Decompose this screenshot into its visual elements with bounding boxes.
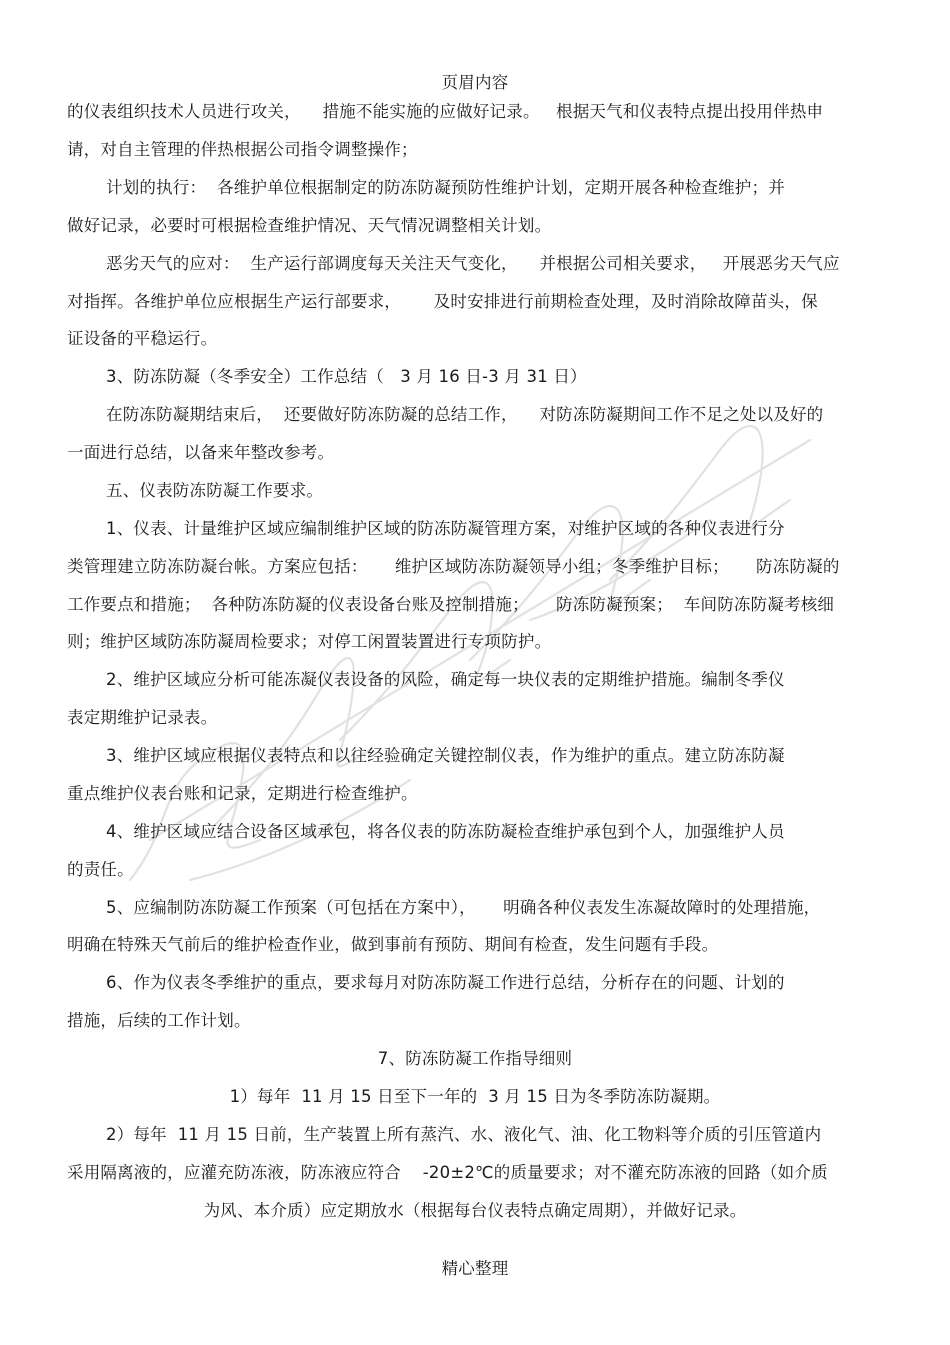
- text-line: 2、维护区域应分析可能冻凝仪表设备的风险，确定每一块仪表的定期维护措施。编制冬季仪: [106, 670, 785, 689]
- text-line: 1、仪表、计量维护区域应编制维护区域的防冻防凝管理方案，对维护区域的各种仪表进行分: [106, 519, 785, 538]
- text-line: 1）每年 11 月 15 日至下一年的 3 月 15 日为冬季防冻防凝期。: [229, 1087, 721, 1106]
- text-line: 3、维护区域应根据仪表特点和以往经验确定关键控制仪表，作为维护的重点。建立防冻防凝: [106, 746, 785, 765]
- text-line: 重点维护仪表台账和记录，定期进行检查维护。: [67, 784, 418, 803]
- text-line: 采用隔离液的，应灌充防冻液，防冻液应符合 -20±2℃的质量要求；对不灌充防冻液的回路（如介质: [67, 1163, 828, 1182]
- text-line: 做好记录，必要时可根据检查维护情况、天气情况调整相关计划。: [67, 216, 552, 235]
- text-line: 的责任。: [67, 860, 134, 879]
- text-line: 恶劣天气的应对： 生产运行部调度每天关注天气变化， 并根据公司相关要求， 开展恶劣天气应: [106, 254, 840, 273]
- text-line: 2）每年 11 月 15 日前，生产装置上所有蒸汽、水、液化气、油、化工物料等介质的引压管道内: [106, 1125, 822, 1144]
- text-line: 证设备的平稳运行。: [67, 329, 218, 348]
- text-line: 5、应编制防冻防凝工作预案（可包括在方案中）， 明确各种仪表发生冻凝故障时的处理措施，: [106, 898, 821, 917]
- page-header: 页眉内容: [441, 73, 509, 92]
- text-line: 则；维护区域防冻防凝周检要求；对停工闲置装置进行专项防护。: [67, 632, 552, 651]
- text-line: 类管理建立防冻防凝台帐。方案应包括： 维护区域防冻防凝领导小组；冬季维护目标； 防冻防凝的: [67, 557, 840, 576]
- text-line: 在防冻防凝期结束后， 还要做好防冻防凝的总结工作， 对防冻防凝期间工作不足之处以及好的: [106, 405, 824, 424]
- text-line: 措施，后续的工作计划。: [67, 1011, 251, 1030]
- section-heading: 3、防冻防凝（冬季安全）工作总结（ 3 月 16 日-3 月 31 日）: [106, 367, 587, 386]
- text-line: 计划的执行： 各维护单位根据制定的防冻防凝预防性维护计划，定期开展各种检查维护；并: [106, 178, 785, 197]
- text-line: 工作要点和措施； 各种防冻防凝的仪表设备台账及控制措施； 防冻防凝预案； 车间防冻防凝考核细: [67, 595, 835, 614]
- text-line: 明确在特殊天气前后的维护检查作业，做到事前有预防、期间有检查，发生问题有手段。: [67, 935, 719, 954]
- page-footer: 精心整理: [441, 1259, 509, 1278]
- text-line: 对指挥。各维护单位应根据生产运行部要求， 及时安排进行前期检查处理，及时消除故障苗头，保: [67, 292, 818, 311]
- text-line: 请，对自主管理的伴热根据公司指令调整操作；: [67, 140, 418, 159]
- text-line: 一面进行总结，以备来年整改参考。: [67, 443, 335, 462]
- text-line: 为风、本介质）应定期放水（根据每台仪表特点确定周期），并做好记录。: [203, 1201, 747, 1220]
- text-line: 4、维护区域应结合设备区域承包，将各仪表的防冻防凝检查维护承包到个人，加强维护人员: [106, 822, 785, 841]
- text-line: 表定期维护记录表。: [67, 708, 218, 727]
- section-heading: 7、防冻防凝工作指导细则: [377, 1049, 573, 1068]
- section-heading: 五、仪表防冻防凝工作要求。: [106, 481, 324, 500]
- text-line: 6、作为仪表冬季维护的重点，要求每月对防冻防凝工作进行总结，分析存在的问题、计划的: [106, 973, 785, 992]
- text-line: 的仪表组织技术人员进行攻关， 措施不能实施的应做好记录。 根据天气和仪表特点提出投用伴热申: [67, 102, 824, 121]
